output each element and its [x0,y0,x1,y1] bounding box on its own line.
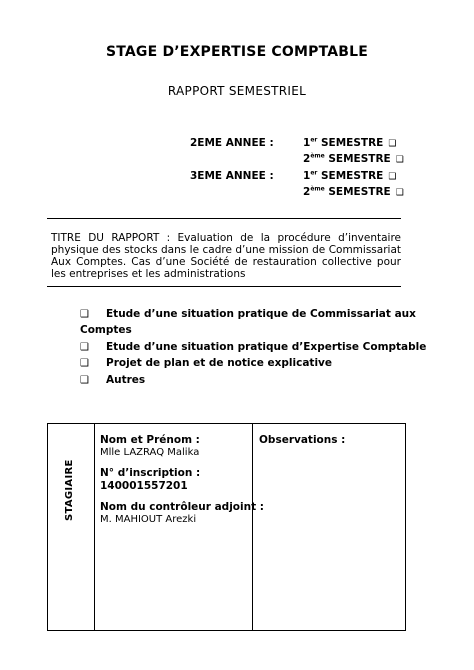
observations-label: Observations : [259,434,346,446]
checkbox-icon[interactable]: ❑ [388,139,397,149]
option-commissariat-continuation: Comptes [80,324,132,336]
semester-text: SEMESTRE [317,137,384,149]
checkbox-icon[interactable]: ❑ [395,155,404,165]
year-2-semester-2 [303,153,404,165]
checkbox-icon[interactable]: ❑ [80,309,89,320]
year-3-semester-1 [303,170,396,182]
semester-number: 2 [303,186,311,198]
year-3-label: 3EME ANNEE : [190,170,274,182]
semester-text: SEMESTRE [317,170,384,182]
trainee-side-column [47,423,95,631]
inscription-value: 140001557201 [100,480,188,492]
checkbox-icon[interactable]: ❑ [388,172,397,182]
trainee-side-label: STAGIAIRE [64,459,75,521]
option-projet: Projet de plan et de notice explicative [106,357,333,369]
year-3-semester-2 [303,186,404,198]
document-title: STAGE D’EXPERTISE COMPTABLE [105,44,369,60]
checkbox-icon[interactable]: ❑ [80,342,89,353]
semester-text: SEMESTRE [324,186,391,198]
top-divider [47,218,401,219]
controller-value: M. MAHIOUT Arezki [100,514,197,525]
option-commissariat: Etude d’une situation pratique de Commissariat aux [106,308,416,320]
semester-number: 1 [303,137,311,149]
controller-label: Nom du contrôleur adjoint : [100,501,264,513]
name-value: Mlle LAZRAQ Malika [100,447,200,458]
year-2-semester-1 [303,137,396,149]
report-title: TITRE DU RAPPORT : Evaluation de la procédure d’inventaire physique des stocks dans le cadre d’une mission de Commissariat Aux Comptes. Cas d’une Société de restauration collective pour les entreprises et les administrations [51,232,401,280]
semester-ordinal: ème [310,152,325,160]
name-label: Nom et Prénom : [100,434,200,446]
option-expertise: Etude d’une situation pratique d’Expertise Comptable [106,341,427,353]
semester-number: 2 [303,153,311,165]
year-2-label: 2EME ANNEE : [190,137,274,149]
checkbox-icon[interactable]: ❑ [80,375,89,386]
semester-ordinal: ème [310,185,325,193]
inscription-label: N° d’inscription : [100,467,201,479]
semester-number: 1 [303,170,311,182]
bottom-divider [47,286,401,287]
checkbox-icon[interactable]: ❑ [395,188,404,198]
document-subtitle: RAPPORT SEMESTRIEL [167,84,307,98]
semester-ordinal: er [310,136,318,144]
semester-ordinal: er [310,169,318,177]
semester-text: SEMESTRE [324,153,391,165]
checkbox-icon[interactable]: ❑ [80,358,89,369]
option-autres: Autres [106,374,146,386]
